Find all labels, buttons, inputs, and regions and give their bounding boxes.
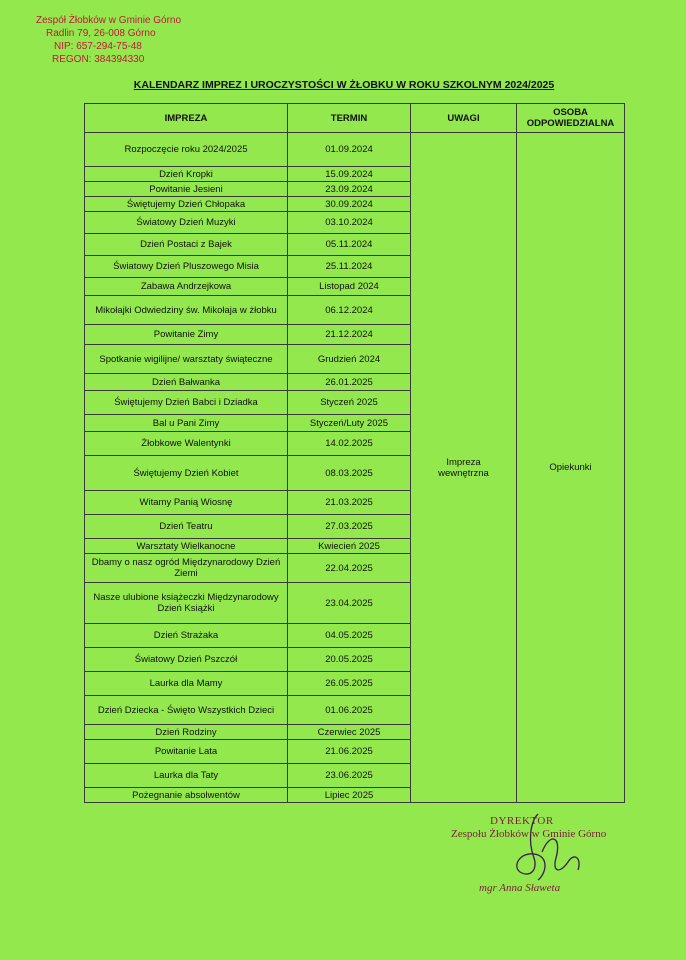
header-impreza: IMPREZA	[85, 104, 288, 133]
event-date: 25.11.2024	[288, 256, 411, 278]
event-date: 21.03.2025	[288, 491, 411, 515]
event-name: Laurka dla Taty	[85, 764, 288, 788]
event-name: Dzień Strażaka	[85, 624, 288, 648]
event-name: Warsztaty Wielkanocne	[85, 539, 288, 554]
event-name: Bal u Pani Zimy	[85, 415, 288, 432]
event-name: Nasze ulubione książeczki Międzynarodowy Dzień Książki	[85, 583, 288, 624]
event-name: Spotkanie wigilijne/ warsztaty świąteczne	[85, 345, 288, 374]
event-date: 03.10.2024	[288, 212, 411, 234]
event-name: Mikołajki Odwiedziny św. Mikołaja w żłobku	[85, 296, 288, 325]
event-date: 20.05.2025	[288, 648, 411, 672]
event-date: 05.11.2024	[288, 234, 411, 256]
stamp-nip: NIP: 657-294-75-48	[54, 41, 142, 52]
header-termin: TERMIN	[288, 104, 411, 133]
event-name: Światowy Dzień Muzyki	[85, 212, 288, 234]
event-date: 27.03.2025	[288, 515, 411, 539]
institution-stamp	[36, 14, 181, 66]
event-name: Zabawa Andrzejkowa	[85, 278, 288, 296]
signature-role: DYREKTOR	[490, 815, 554, 827]
event-date: 06.12.2024	[288, 296, 411, 325]
event-name: Dzień Rodziny	[85, 725, 288, 740]
event-name: Powitanie Zimy	[85, 325, 288, 345]
event-name: Powitanie Jesieni	[85, 182, 288, 197]
document-title: KALENDARZ IMPREZ I UROCZYSTOŚCI W ŻŁOBKU W ROKU SZKOLNYM 2024/2025	[133, 79, 555, 91]
header-row	[85, 104, 625, 133]
header-osoba: OSOBA ODPOWIEDZIALNA	[517, 104, 625, 133]
event-name: Dzień Postaci z Bajek	[85, 234, 288, 256]
event-date: Listopad 2024	[288, 278, 411, 296]
event-name: Żłobkowe Walentynki	[85, 432, 288, 456]
event-name: Światowy Dzień Pszczół	[85, 648, 288, 672]
event-date: Grudzień 2024	[288, 345, 411, 374]
event-name: Świętujemy Dzień Kobiet	[85, 456, 288, 491]
event-name: Świętujemy Dzień Chłopaka	[85, 197, 288, 212]
event-date: Lipiec 2025	[288, 788, 411, 803]
event-date: 30.09.2024	[288, 197, 411, 212]
events-table	[84, 103, 625, 803]
event-date: Styczeń 2025	[288, 391, 411, 415]
uwagi-cell: Impreza wewnętrzna	[411, 133, 517, 803]
event-date: 04.05.2025	[288, 624, 411, 648]
event-date: 21.06.2025	[288, 740, 411, 764]
stamp-regon: REGON: 384394330	[52, 54, 145, 65]
event-name: Dzień Teatru	[85, 515, 288, 539]
stamp-name: Zespół Żłobków w Gminie Górno	[36, 15, 182, 26]
event-date: 26.05.2025	[288, 672, 411, 696]
event-date: 22.04.2025	[288, 554, 411, 583]
event-name: Dzień Dziecka - Święto Wszystkich Dzieci	[85, 696, 288, 725]
signature-org: Zespołu Żłobków w Gminie Górno	[451, 828, 607, 840]
event-date: 26.01.2025	[288, 374, 411, 391]
event-date: Styczeń/Luty 2025	[288, 415, 411, 432]
header-uwagi: UWAGI	[411, 104, 517, 133]
event-date: 21.12.2024	[288, 325, 411, 345]
table-row	[85, 133, 625, 167]
osoba-cell: Opiekunki	[517, 133, 625, 803]
event-date: 08.03.2025	[288, 456, 411, 491]
event-name: Dbamy o nasz ogród Międzynarodowy Dzień Ziemi	[85, 554, 288, 583]
event-name: Witamy Panią Wiosnę	[85, 491, 288, 515]
stamp-address: Radlin 79, 26-008 Górno	[46, 28, 156, 39]
event-date: 15.09.2024	[288, 167, 411, 182]
event-date: 23.06.2025	[288, 764, 411, 788]
event-date: 01.06.2025	[288, 696, 411, 725]
event-date: Kwiecień 2025	[288, 539, 411, 554]
event-date: 23.04.2025	[288, 583, 411, 624]
event-name: Pożegnanie absolwentów	[85, 788, 288, 803]
event-date: 23.09.2024	[288, 182, 411, 197]
event-name: Laurka dla Mamy	[85, 672, 288, 696]
event-name: Rozpoczęcie roku 2024/2025	[85, 133, 288, 167]
event-name: Świętujemy Dzień Babci i Dziadka	[85, 391, 288, 415]
signature-name: mgr Anna Sławeta	[479, 882, 561, 894]
event-date: 01.09.2024	[288, 133, 411, 167]
event-name: Dzień Kropki	[85, 167, 288, 182]
event-name: Dzień Bałwanka	[85, 374, 288, 391]
events-table-body	[85, 133, 625, 803]
event-name: Światowy Dzień Pluszowego Misia	[85, 256, 288, 278]
event-name: Powitanie Lata	[85, 740, 288, 764]
event-date: 14.02.2025	[288, 432, 411, 456]
event-date: Czerwiec 2025	[288, 725, 411, 740]
